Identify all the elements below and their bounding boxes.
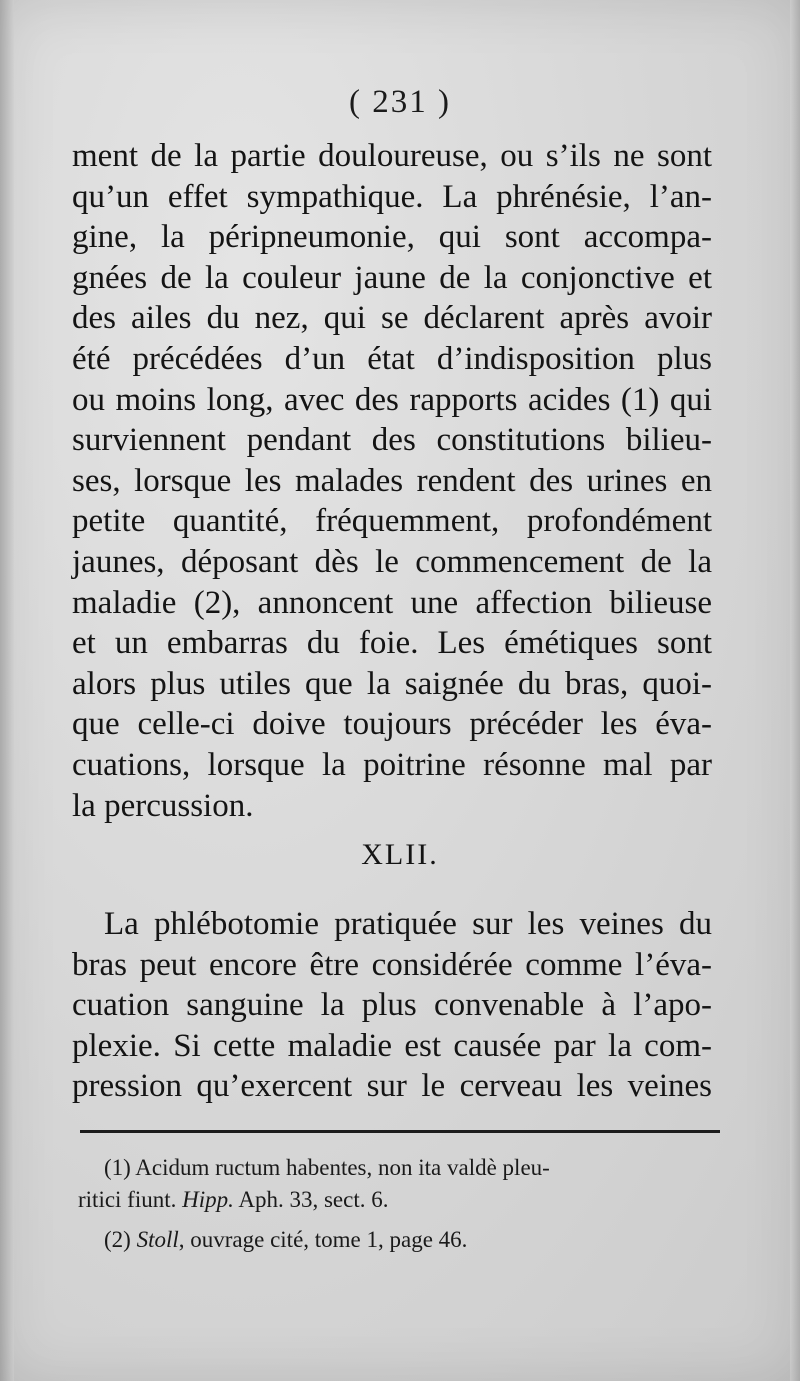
text-line: que celle-ci doive toujours précéder les éva-: [72, 706, 712, 743]
footnote-text: ritici fiunt.: [78, 1187, 183, 1212]
text-line: cuations, lorsque la poitrine résonne mal par: [72, 746, 712, 783]
text-line: plexie. Si cette maladie est causée par la com-: [72, 1027, 712, 1064]
footnote-line: (1) Acidum ructum habentes, non ita valdè pleu-: [104, 1155, 550, 1180]
footnote-divider: [80, 1130, 720, 1133]
text-line: et un embarras du foie. Les émétiques sont: [72, 625, 712, 662]
paragraph-1: [72, 136, 712, 826]
text-line: gnées de la couleur jaune de la conjonctive et: [72, 259, 712, 296]
text-line: surviennent pendant des constitutions bilieu-: [72, 422, 712, 459]
text-line: bras peut encore être considérée comme l’éva-: [72, 946, 712, 983]
text-line: des ailes du nez, qui se déclarent après avoir: [72, 300, 712, 337]
text-line: ment de la partie douloureuse, ou s’ils ne sont: [72, 138, 712, 174]
footnotes: [78, 1152, 718, 1256]
text-line: cuation sanguine la plus convenable à l’apo-: [72, 987, 712, 1024]
page-left-edge-shadow: [0, 0, 14, 1381]
footnote-1: [78, 1152, 718, 1216]
paragraph-2: [72, 904, 712, 1107]
text-line: ou moins long, avec des rapports acides (1) qui: [72, 381, 712, 418]
text-line: qu’un effet sympathique. La phrénésie, l’an-: [72, 178, 712, 215]
text-line: jaunes, déposant dès le commencement de la: [72, 543, 712, 580]
text-line: alors plus utiles que la saignée du bras, quoi-: [72, 665, 712, 702]
text-line: été précédées d’un état d’indisposition plus: [72, 340, 712, 377]
page-number: ( 231 ): [349, 84, 451, 120]
page-right-edge-shadow: [790, 0, 800, 1381]
footnote-text: , ouvrage cité, tome 1, page 46.: [178, 1227, 468, 1252]
footnote-text: (2): [104, 1227, 137, 1252]
footnote-author-italic: Hipp.: [182, 1187, 234, 1212]
text-line: la percussion.: [72, 787, 254, 824]
text-line: petite quantité, fréquemment, profondément: [72, 503, 712, 540]
text-line: ses, lorsque les malades rendent des urines en: [72, 462, 712, 499]
text-line: gine, la péripneumonie, qui sont accompa-: [72, 219, 712, 256]
text-line: La phlébotomie pratiquée sur les veines du: [104, 906, 712, 942]
section-heading: XLII.: [361, 838, 439, 871]
text-line: pression qu’exercent sur le cerveau les veines: [72, 1068, 712, 1105]
footnote-author-italic: Stoll: [136, 1227, 179, 1252]
footnote-2: [78, 1224, 718, 1256]
footnote-line: [78, 1224, 718, 1256]
footnote-line: [78, 1184, 718, 1216]
footnote-text: Aph. 33, sect. 6.: [233, 1187, 389, 1212]
text-line: maladie (2), annoncent une affection bilieuse: [72, 584, 712, 621]
